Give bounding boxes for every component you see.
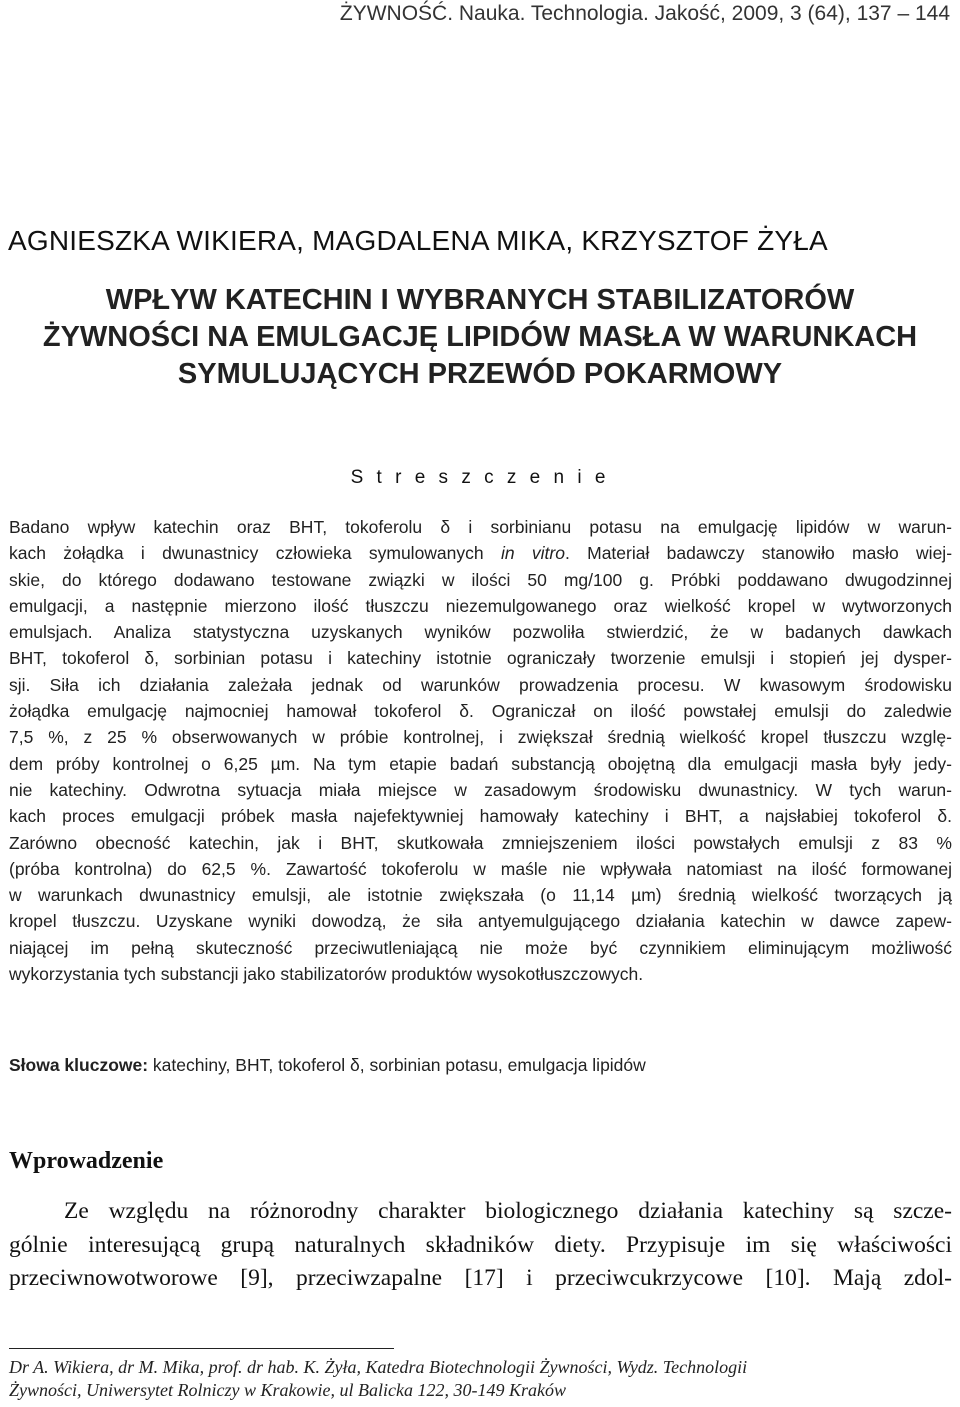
- abstract-body: [9, 514, 952, 987]
- title-line: SYMULUJĄCYCH PRZEWÓD POKARMOWY: [177, 358, 783, 390]
- body-line: gólnie interesującą grupą naturalnych składników diety. Przypisuje im się właściwości: [9, 1231, 952, 1258]
- footnote-line: Dr A. Wikiera, dr M. Mika, prof. dr hab. K. Żyła, Katedra Biotechnologii Żywności, Wydz. Technologii: [9, 1357, 748, 1377]
- abstract-line: skie, do którego dodawano testowane związki w ilości 50 mg/100 g. Próbki poddawano dwugodzinnej: [9, 569, 952, 590]
- section-heading-introduction: Wprowadzenie: [9, 1148, 164, 1174]
- abstract-line: (próba kontrolna) do 62,5 %. Zawartość tokoferolu w maśle nie wpływała natomiast na ilość formowanej: [9, 858, 952, 879]
- title-line: ŻYWNOŚCI NA EMULGACJĘ LIPIDÓW MASŁA W WARUNKACH: [42, 321, 918, 353]
- body-line: Ze względu na różnorodny charakter biologicznego działania katechiny są szcze-: [64, 1198, 952, 1224]
- title-line: WPŁYW KATECHIN I WYBRANYCH STABILIZATORÓW: [105, 284, 855, 316]
- abstract-line: emulgacji, a następnie mierzono ilość tłuszczu niezemulgowanego oraz wielkość kropel w wytworzonych: [9, 595, 952, 616]
- abstract-line: żołądka emulgację najmocniej hamował tokoferol δ. Ograniczał on ilość powstałej emulsji do zaledwie: [9, 701, 952, 722]
- abstract-line: 7,5 %, z 25 % obserwowanych w próbie kontrolnej, i zwiększał średnią wielkość kropel tłuszczu wzglę-: [9, 727, 952, 748]
- journal-header: ŻYWNOŚĆ. Nauka. Technologia. Jakość, 2009, 3 (64), 137 – 144: [339, 2, 950, 25]
- abstract-line: dem próby kontrolnej o 6,25 µm. Na tym etapie badań substancją obojętną dla emulgacji masła były jedy-: [9, 753, 952, 774]
- abstract-line: w warunkach dwunastnicy emulsji, ale istotnie zwiększała (o 11,14 µm) średnią wielkość tworzących ją: [9, 885, 952, 906]
- abstract-line: Zarówno obecność katechin, jak i BHT, skutkowała zmniejszeniem ilości powstałych emulsji z 83 %: [9, 832, 952, 853]
- abstract-line: sji. Siła ich działania zależała jednak od warunków prowadzenia procesu. W kwasowym środowisku: [9, 674, 952, 695]
- abstract-text: kach żołądka i dwunastnicy człowieka symulowanych: [9, 543, 501, 564]
- body-line: przeciwnowotworowe [9], przeciwzapalne [17] i przeciwcukrzycowe [10]. Mają zdol-: [9, 1265, 952, 1291]
- abstract-line: niającej im pełną skuteczność przeciwutleniającą nie może być czynnikiem eliminującym możliwość: [9, 937, 952, 958]
- authors-line: AGNIESZKA WIKIERA, MAGDALENA MIKA, KRZYSZTOF ŻYŁA: [8, 225, 828, 256]
- author-affiliation-footnote: [9, 1356, 952, 1402]
- abstract-line: kach proces emulgacji próbek masła najefektywniej hamowały katechiny i BHT, a najsłabiej tokoferol δ.: [9, 806, 952, 827]
- footnote-line: Żywności, Uniwersytet Rolniczy w Krakowie, ul Balicka 122, 30-149 Kraków: [9, 1380, 566, 1400]
- abstract-line: wykorzystania tych substancji jako stabilizatorów produktów wysokotłuszczowych.: [9, 964, 644, 985]
- abstract-line: Badano wpływ katechin oraz BHT, tokoferolu δ i sorbinianu potasu na emulgację lipidów w warun-: [9, 517, 952, 537]
- abstract-heading: S t r e s z c z e n i e: [350, 467, 610, 488]
- introduction-body: [9, 1195, 952, 1296]
- abstract-line: BHT, tokoferol δ, sorbinian potasu i katechiny istotnie ograniczały tworzenie emulsji i stopień jej dysper-: [9, 648, 952, 669]
- abstract-italic-text: in vitro: [500, 543, 565, 564]
- keywords-text: katechiny, BHT, tokoferol δ, sorbinian potasu, emulgacja lipidów: [148, 1055, 646, 1075]
- keywords-label: Słowa kluczowe:: [9, 1055, 149, 1075]
- abstract-line: nie katechiny. Odwrotna sytuacja miała miejsce w zasadowym środowisku dwunastnicy. W tych warun-: [9, 779, 952, 800]
- abstract-line: emulsjach. Analiza statystyczna uzyskanych wyników pozwoliła stwierdzić, że w badanych dawkach: [9, 622, 952, 643]
- keywords: [9, 1055, 952, 1076]
- abstract-line: [9, 540, 952, 566]
- abstract-line: kropel tłuszczu. Uzyskane wyniki dowodzą, że siła antyemulgującego działania katechin w dawce zapew-: [9, 911, 952, 932]
- footnote-divider: [9, 1348, 394, 1349]
- abstract-text: . Materiał badawczy stanowiło masło wiej-: [564, 543, 952, 564]
- article-title: [0, 282, 960, 393]
